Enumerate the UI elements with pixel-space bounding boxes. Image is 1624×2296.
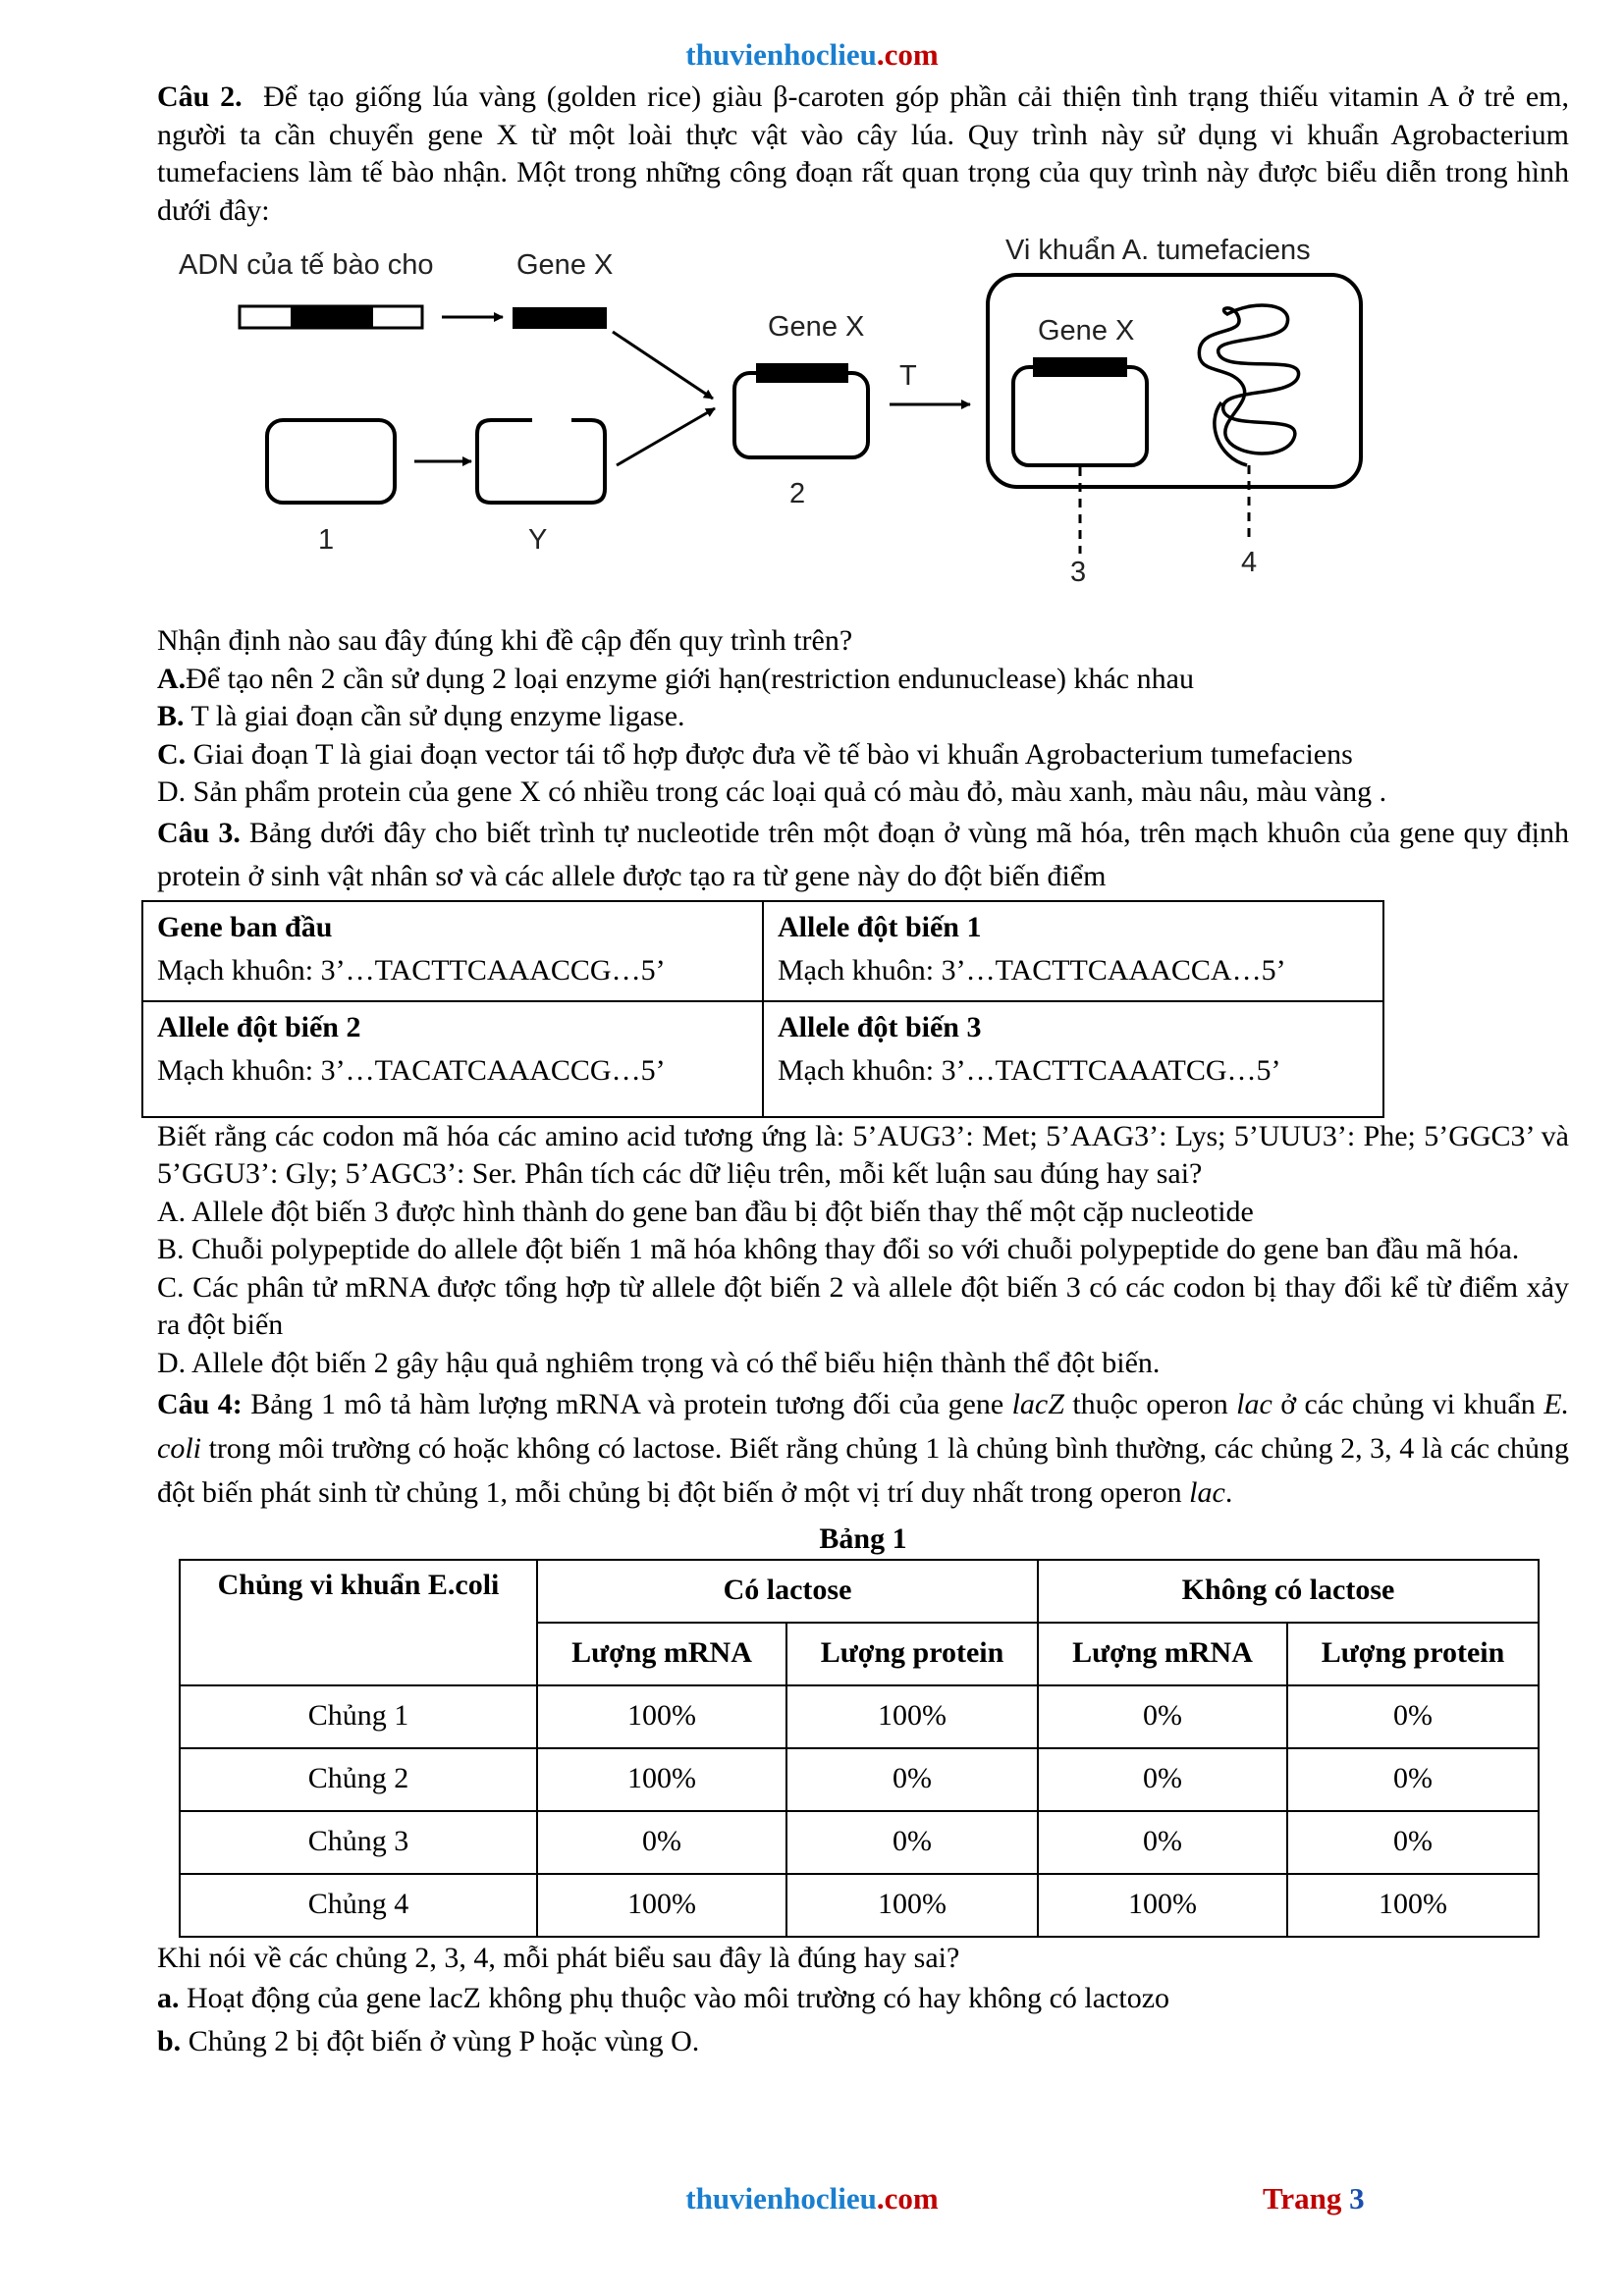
value-cell: 0%: [1287, 1685, 1539, 1748]
cell-sequence: Mạch khuôn: 3’…TACTTCAAATCG…5’: [778, 1053, 1281, 1087]
footer-site-part2: .com: [876, 2181, 939, 2216]
cell-sequence: Mạch khuôn: 3’…TACTTCAAACCA…5’: [778, 953, 1286, 987]
table-caption: Bảng 1: [819, 1522, 907, 1555]
gene-x-in-plasmid: [756, 363, 848, 383]
footer-site: [0, 2181, 1624, 2216]
q4-intro-part: .: [1224, 1476, 1233, 1509]
value-cell: 100%: [537, 1874, 786, 1937]
q4-intro-part: trong môi trường có hoặc không có lactose. Biết rằng chủng 1 là chủng bình thường, các chủng 2, 3, 4 là các chủng đột biến phát sinh từ chủng 1, mỗi chủng bị đột biến ở một vị trí duy nhất trong operon: [157, 1432, 1569, 1509]
value-cell: 100%: [786, 1685, 1038, 1748]
value-cell: 0%: [537, 1811, 786, 1874]
label-gene-x-top: Gene X: [516, 249, 614, 281]
q2-option-c: [157, 736, 1569, 774]
q4-statement-b-key: b.: [157, 2025, 182, 2057]
page-number: [1263, 2181, 1365, 2216]
footer-site-part1: thuvienhoclieu: [685, 2181, 877, 2216]
arrow-gene-to-2: [613, 332, 713, 399]
q2-question: Nhận định nào sau đây đúng khi đề cập đến quy trình trên?: [157, 624, 853, 657]
page-number-value: 3: [1349, 2181, 1365, 2216]
plasmid-1: [267, 420, 395, 503]
value-cell: 100%: [537, 1748, 786, 1811]
strain-name: Chủng 3: [180, 1811, 537, 1874]
q2-option-c-text: Giai đoạn T là giai đoạn vector tái tổ hợp được đưa về tế bào vi khuẩn Agrobacterium tumefaciens: [186, 737, 1353, 771]
value-cell: 0%: [1038, 1811, 1287, 1874]
sub-protein-with: Lượng protein: [786, 1623, 1038, 1685]
q2-intro-text: Để tạo giống lúa vàng (golden rice) giàu β-caroten góp phần cải thiện tình trạng thiếu vitamin A ở trẻ em, người ta cần chuyển gene X từ một loài thực vật vào cây lúa. Quy trình này sử dụng vi khuẩn Agrobacterium tumefaciens làm tế bào nhận. Một trong những công đoạn rất quan trọng của quy trình này được biểu diễn trong hình dưới đây:: [157, 80, 1570, 227]
q4-intro-lacz: lacZ: [1011, 1388, 1064, 1420]
value-cell: 0%: [1038, 1748, 1287, 1811]
q3-statement-a: A. Allele đột biến 3 được hình thành do gene ban đầu bị đột biến thay thế một cặp nucleotide: [157, 1195, 1254, 1228]
q2-option-d: [157, 774, 1569, 812]
q4-statement-b: [157, 2020, 1569, 2063]
cell-sequence: Mạch khuôn: 3’…TACTTCAAACCG…5’: [157, 953, 666, 987]
q2-option-b: [157, 698, 1569, 736]
q2-intro: [157, 79, 1569, 230]
value-cell: 100%: [1038, 1874, 1287, 1937]
cell-title: Allele đột biến 2: [157, 1010, 361, 1043]
q2-option-b-text: T là giai đoạn cần sử dụng enzyme ligase.: [184, 700, 685, 732]
site-header: [0, 37, 1624, 73]
content: [157, 79, 1569, 2063]
gene-x-fragment: [513, 307, 607, 329]
label-gene-x-inside: Gene X: [1038, 315, 1135, 347]
q4-intro-lac: lac: [1189, 1476, 1225, 1509]
label-3: 3: [1070, 557, 1087, 588]
bacterial-chromosome: [1199, 305, 1298, 465]
label-2: 2: [789, 478, 806, 509]
q2-option-c-key: C.: [157, 737, 187, 771]
plasmid-in-bacterium: [1013, 367, 1147, 465]
mutation-table: [141, 900, 1384, 1118]
lac-operon-table: [179, 1559, 1540, 1938]
table-row: [180, 1874, 1539, 1937]
table-row: [180, 1811, 1539, 1874]
q3-statement-c: C. Các phân tử mRNA được tổng hợp từ allele đột biến 2 và allele đột biến 3 có các codon bị thay đổi kể từ điểm xảy ra đột biến: [157, 1270, 1569, 1341]
mutation-cell: [142, 901, 763, 1001]
sub-protein-without: Lượng protein: [1287, 1623, 1539, 1685]
table-row: [180, 1748, 1539, 1811]
label-1: 1: [318, 524, 335, 556]
label-y: Y: [528, 524, 548, 556]
header-strain: [180, 1560, 537, 1685]
strain-name: Chủng 1: [180, 1685, 537, 1748]
value-cell: 0%: [1287, 1748, 1539, 1811]
header-with-lactose: Có lactose: [537, 1560, 1038, 1623]
q4-statement-a-key: a.: [157, 1982, 180, 2014]
q2-option-a-text: Để tạo nên 2 cần sử dụng 2 loại enzyme giới hạn(restriction endunuclease) khác nhau: [186, 662, 1194, 695]
q3-statement-b: B. Chuỗi polypeptide do allele đột biến 1 mã hóa không thay đổi so với chuỗi polypeptide do gene ban đầu mã hóa.: [157, 1233, 1520, 1265]
arrow-y-to-2: [617, 408, 715, 465]
value-cell: 100%: [1287, 1874, 1539, 1937]
mutation-cell: [763, 901, 1383, 1001]
site-name-part1: thuvienhoclieu: [685, 37, 877, 72]
mutation-cell: [763, 1001, 1383, 1117]
value-cell: 0%: [1287, 1811, 1539, 1874]
q3-intro-text: Bảng dưới đây cho biết trình tự nucleotide trên một đoạn ở vùng mã hóa, trên mạch khuôn của gene quy định protein ở sinh vật nhân sơ và các allele được tạo ra từ gene này do đột biến điểm: [157, 816, 1569, 892]
q3-label: Câu 3.: [157, 816, 241, 849]
q4-question: Khi nói về các chủng 2, 3, 4, mỗi phát biểu sau đây là đúng hay sai?: [157, 1941, 960, 1974]
label-t: T: [899, 360, 917, 392]
cell-title: Allele đột biến 3: [778, 1010, 982, 1043]
q4-intro-part: thuộc operon: [1063, 1388, 1237, 1420]
q2-option-a-key: A.: [157, 662, 187, 695]
site-name-part2: .com: [876, 37, 939, 72]
value-cell: 0%: [786, 1811, 1038, 1874]
value-cell: 100%: [537, 1685, 786, 1748]
cell-title: Gene ban đầu: [157, 910, 333, 943]
q4-statement-b-text: Chủng 2 bị đột biến ở vùng P hoặc vùng O.: [181, 2025, 700, 2057]
q3-codons: Biết rằng các codon mã hóa các amino acid tương ứng là: 5’AUG3’: Met; 5’AAG3’: Lys; 5’UUU3’: Phe; 5’GGC3’ và 5’GGU3’: Gly; 5’AGC3’: Ser. Phân tích các dữ liệu trên, mỗi kết luận sau đúng hay sai?: [157, 1119, 1569, 1190]
q3-intro: [157, 812, 1569, 898]
value-cell: 0%: [786, 1748, 1038, 1811]
value-cell: 0%: [1038, 1685, 1287, 1748]
q3-statement-d: D. Allele đột biến 2 gây hậu quả nghiêm trọng và có thể biểu hiện thành thể đột biến.: [157, 1346, 1161, 1379]
q4-intro-lac: lac: [1236, 1388, 1272, 1420]
plasmid-y: [477, 420, 605, 503]
cell-sequence: Mạch khuôn: 3’…TACATCAAACCG…5’: [157, 1053, 666, 1087]
q2-label: Câu 2.: [157, 80, 243, 113]
label-donor-dna: ADN của tế bào cho: [179, 249, 434, 281]
bacterium-cell: [988, 275, 1361, 487]
q2-option-d-text: D. Sản phẩm protein của gene X có nhiều trong các loại quả có màu đỏ, màu xanh, màu nâu, màu vàng .: [157, 775, 1387, 808]
q4-intro-ecoli: E. coli: [157, 1388, 1570, 1465]
header-without-lactose: Không có lactose: [1038, 1560, 1539, 1623]
label-4: 4: [1241, 547, 1258, 578]
q4-intro: [157, 1382, 1569, 1515]
q4-intro-part: ở các chủng vi khuẩn: [1272, 1388, 1544, 1420]
strain-name: Chủng 2: [180, 1748, 537, 1811]
label-bacterium: Vi khuẩn A. tumefaciens: [1005, 235, 1311, 266]
q4-statement-a-text: Hoạt động của gene lacZ không phụ thuộc vào môi trường có hay không có lactozo: [179, 1982, 1170, 2014]
strain-name: Chủng 4: [180, 1874, 537, 1937]
label-gene-x-plasmid: Gene X: [768, 311, 865, 343]
q4-label: Câu 4:: [157, 1388, 243, 1420]
gene-x-in-bacterium: [1033, 357, 1127, 377]
sub-mrna-without: Lượng mRNA: [1038, 1623, 1287, 1685]
q2-option-b-key: B.: [157, 700, 185, 732]
q2-option-a: [157, 661, 1569, 699]
gene-transfer-diagram: [157, 230, 1569, 622]
table-row: [180, 1685, 1539, 1748]
q4-intro-part: Bảng 1 mô tả hàm lượng mRNA và protein tương đối của gene: [242, 1388, 1012, 1420]
cell-title: Allele đột biến 1: [778, 910, 982, 943]
page-word: Trang: [1263, 2181, 1350, 2216]
value-cell: 100%: [786, 1874, 1038, 1937]
q4-statement-a: [157, 1977, 1569, 2020]
sub-mrna-with: Lượng mRNA: [537, 1623, 786, 1685]
donor-dna-strip: [240, 306, 422, 328]
recombinant-plasmid-2: [734, 373, 868, 457]
header-strain-text: Chủng vi khuẩn E.coli: [217, 1568, 500, 1601]
mutation-cell: [142, 1001, 763, 1117]
